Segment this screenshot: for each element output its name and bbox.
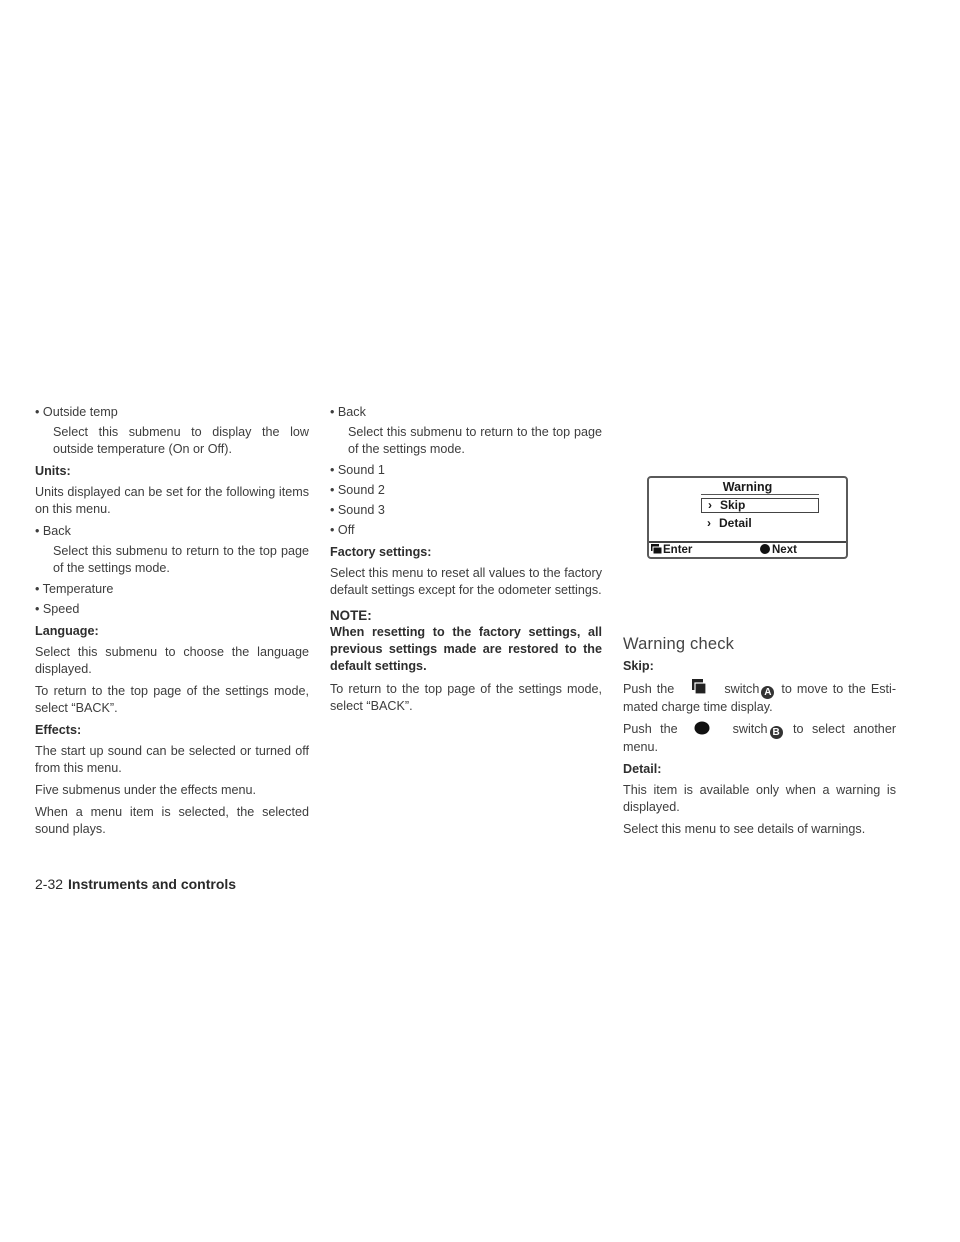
display-next-label: Next (772, 544, 797, 556)
detail-description-2: Select this menu to see details of warnings. (623, 822, 866, 836)
bullet-off: • Off (330, 523, 355, 537)
skip-description-1: to move to the Esti-mated charge time display. (623, 682, 897, 714)
page-number: 2-32 (35, 876, 64, 892)
note-body: When resetting to the factory settings, all previous settings made are restored to the default settings. (330, 625, 602, 673)
display-item-skip-label: Skip (720, 498, 746, 512)
section-title-warning-check: Warning check (623, 635, 735, 653)
skip-heading: Skip: (623, 659, 654, 673)
page-footer (35, 876, 236, 892)
display-enter (651, 543, 692, 557)
back-description-units: Select this submenu to return to the top page of the settings mode. (53, 544, 309, 575)
language-return-text: To return to the top page of the settings mode, select “BACK”. (35, 684, 309, 715)
next-switch-icon (694, 721, 710, 735)
bullet-sound-1: • Sound 1 (330, 463, 385, 477)
factory-settings-heading: Factory settings: (330, 545, 432, 559)
factory-settings-description: Select this menu to reset all values to the factory default settings except for the odometer settings. (330, 566, 602, 597)
skip-instruction-1 (623, 679, 896, 716)
effects-description-1: The start up sound can be selected or turned off from this menu. (35, 744, 309, 775)
skip-instruction-2 (623, 721, 896, 756)
effects-description-3: When a menu item is selected, the selected sound plays. (35, 805, 309, 836)
marker-b-icon: B (770, 726, 783, 739)
bullet-back-effects: • Back (330, 405, 366, 419)
bullet-outside-temp: • Outside temp (35, 405, 118, 419)
detail-description-1: This item is available only when a warning is displayed. (623, 783, 896, 814)
column-middle (330, 404, 602, 720)
push-the-text-1: Push the (623, 682, 675, 696)
language-heading: Language: (35, 624, 99, 638)
chapter-title: Instruments and controls (68, 876, 237, 892)
column-right (623, 636, 896, 843)
display-enter-label: Enter (663, 544, 693, 556)
effects-description-2: Five submenus under the effects menu. (35, 783, 256, 797)
skip-description-2: to select another menu. (623, 722, 897, 754)
chevron-right-icon: › (708, 498, 712, 512)
display-next (760, 543, 797, 557)
push-the-text-2: Push the (623, 722, 678, 736)
bullet-sound-2: • Sound 2 (330, 483, 385, 497)
outside-temp-description: Select this submenu to display the low outside temperature (On or Off). (53, 425, 309, 456)
display-bottom-bar (649, 541, 846, 557)
switch-text-2: switch (732, 722, 768, 736)
detail-heading: Detail: (623, 762, 662, 776)
column-left (35, 404, 309, 843)
enter-switch-icon (651, 544, 662, 554)
bullet-back-units: • Back (35, 524, 71, 538)
units-heading: Units: (35, 464, 71, 478)
bullet-sound-3: • Sound 3 (330, 503, 385, 517)
back-description-effects: Select this submenu to return to the top page of the settings mode. (348, 425, 602, 456)
display-item-detail (701, 516, 819, 531)
chevron-right-icon: › (707, 516, 711, 530)
units-description: Units displayed can be set for the following items on this menu. (35, 485, 309, 516)
next-switch-icon (760, 544, 770, 554)
display-item-detail-label: Detail (719, 516, 752, 530)
bullet-speed: • Speed (35, 602, 80, 616)
language-description: Select this submenu to choose the language displayed. (35, 645, 309, 676)
marker-a-icon: A (761, 686, 774, 699)
display-title-rule (701, 494, 819, 495)
warning-display-illustration (647, 476, 848, 559)
effects-heading: Effects: (35, 723, 82, 737)
enter-switch-icon (691, 679, 707, 695)
bullet-temperature: • Temperature (35, 582, 114, 596)
note-heading: NOTE: (330, 608, 372, 623)
factory-return-text: To return to the top page of the settings mode, select “BACK”. (330, 682, 602, 713)
switch-text-1: switch (724, 682, 760, 696)
display-item-skip (701, 498, 819, 513)
display-title: Warning (722, 480, 773, 494)
